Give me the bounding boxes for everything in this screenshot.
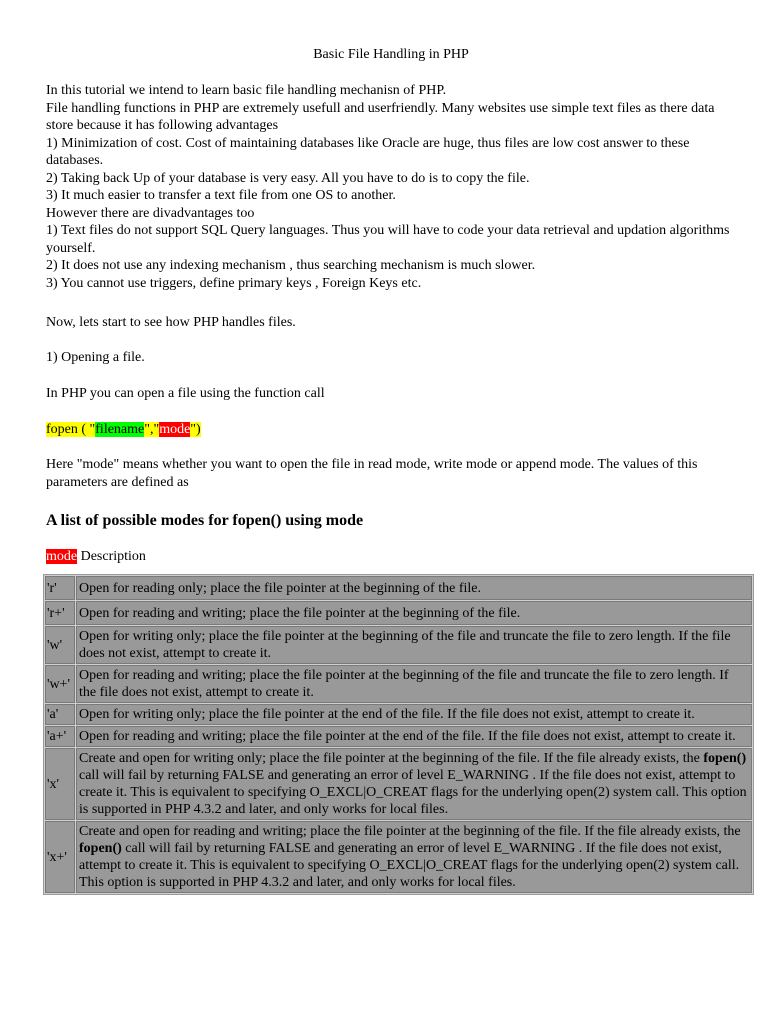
fopen-mode: mode: [159, 422, 191, 437]
lets-start-text: Now, lets start to see how PHP handles files.: [46, 315, 296, 330]
mode-cell: 'w': [45, 626, 75, 664]
table-row: [45, 748, 752, 820]
mode-explanation: Here "mode" means whether you want to open the file in read mode, write mode or append mode. The values of this parameters are defined as: [46, 457, 698, 490]
description-cell: Open for writing only; place the file pointer at the beginning of the file and truncate the file to zero length. If the file does not exist, attempt to create it.: [76, 626, 752, 664]
table-row: [45, 576, 752, 600]
mode-cell: 'r+': [45, 601, 75, 625]
description-cell: Open for reading and writing; place the file pointer at the end of the file. If the file does not exist, attempt to create it.: [76, 726, 752, 747]
mode-cell: 'x+': [45, 821, 75, 893]
table-row: [45, 626, 752, 664]
table-row: [45, 726, 752, 747]
table-row: [45, 704, 752, 725]
mode-cell: 'r': [45, 576, 75, 600]
fopen-function-name: fopen(): [703, 751, 747, 766]
description-text: call will fail by returning FALSE and generating an error of level E_WARNING . If the file does not exist, attempt to create it. This is equivalent to specifying O_EXCL|O_CREAT flags for the underlying open(2) system call. This option is supported in PHP 4.3.2 and later, and only works for local files.: [79, 768, 747, 817]
page-title: Basic File Handling in PHP: [313, 47, 469, 62]
description-cell: Open for writing only; place the file pointer at the end of the file. If the file does not exist, attempt to create it.: [76, 704, 752, 725]
mode-cell: 'a+': [45, 726, 75, 747]
disadvantage-item: 1) Text files do not support SQL Query languages. Thus you will have to code your data retrieval and updation algorithms yourself.: [46, 223, 730, 256]
description-cell: Open for reading and writing; place the file pointer at the beginning of the file and truncate the file to zero length. If the file does not exist, attempt to create it.: [76, 665, 752, 703]
description-text: call will fail by returning FALSE and generating an error of level E_WARNING . If the file does not exist, attempt to create it. This is equivalent to specifying O_EXCL|O_CREAT flags for the underlying open(2) system call. This option is supported in PHP 4.3.2 and later, and only works for local files.: [79, 841, 740, 890]
disadvantage-item: 3) You cannot use triggers, define primary keys , Foreign Keys etc.: [46, 275, 422, 291]
intro-line: In this tutorial we intend to learn basic file handling mechanisn of PHP.: [46, 83, 447, 98]
table-header-mode: mode: [46, 549, 78, 564]
description-cell: Open for reading and writing; place the file pointer at the beginning of the file.: [76, 601, 752, 625]
fopen-syntax: [46, 421, 736, 439]
intro-line: File handling functions in PHP are extremely usefull and userfriendly. Many websites use simple text files as there data store because it has following advantages: [46, 100, 715, 133]
description-text: Create and open for writing only; place the file pointer at the beginning of the file. If the file already exists, the: [79, 751, 704, 766]
table-row: [45, 665, 752, 703]
intro-line: However there are divadvantages too: [46, 205, 255, 221]
fopen-prefix: fopen ( ": [46, 422, 96, 437]
opening-heading: 1) Opening a file.: [46, 350, 145, 365]
advantage-item: 2) Taking back Up of your database is very easy. All you have to do is to copy the file.: [46, 170, 530, 186]
advantage-item: 1) Minimization of cost. Cost of maintaining databases like Oracle are huge, thus files are low cost answer to these databases.: [46, 135, 690, 168]
fopen-sep: ",": [144, 422, 160, 437]
modes-table: [43, 574, 754, 895]
mode-cell: 'w+': [45, 665, 75, 703]
table-row: [45, 601, 752, 625]
description-cell: Open for reading only; place the file pointer at the beginning of the file.: [76, 576, 752, 600]
fopen-suffix: "): [190, 422, 201, 437]
advantage-item: 3) It much easier to transfer a text file from one OS to another.: [46, 188, 396, 203]
fopen-function-name: fopen(): [79, 841, 122, 856]
intro-section: [46, 82, 736, 292]
mode-cell: 'a': [45, 704, 75, 725]
modes-heading: A list of possible modes for fopen() using mode: [46, 512, 364, 529]
table-header-description: Description: [80, 549, 146, 564]
fopen-filename: filename: [95, 422, 145, 437]
table-row: [45, 821, 752, 893]
description-cell: [76, 748, 752, 820]
description-cell: [76, 821, 752, 893]
disadvantage-item: 2) It does not use any indexing mechanism , thus searching mechanism is much slower.: [46, 258, 536, 273]
description-text: Create and open for reading and writing; place the file pointer at the beginning of the file. If the file already exists, the: [79, 824, 741, 839]
mode-cell: 'x': [45, 748, 75, 820]
open-call-text: In PHP you can open a file using the function call: [46, 386, 325, 401]
table-header: [46, 548, 146, 566]
